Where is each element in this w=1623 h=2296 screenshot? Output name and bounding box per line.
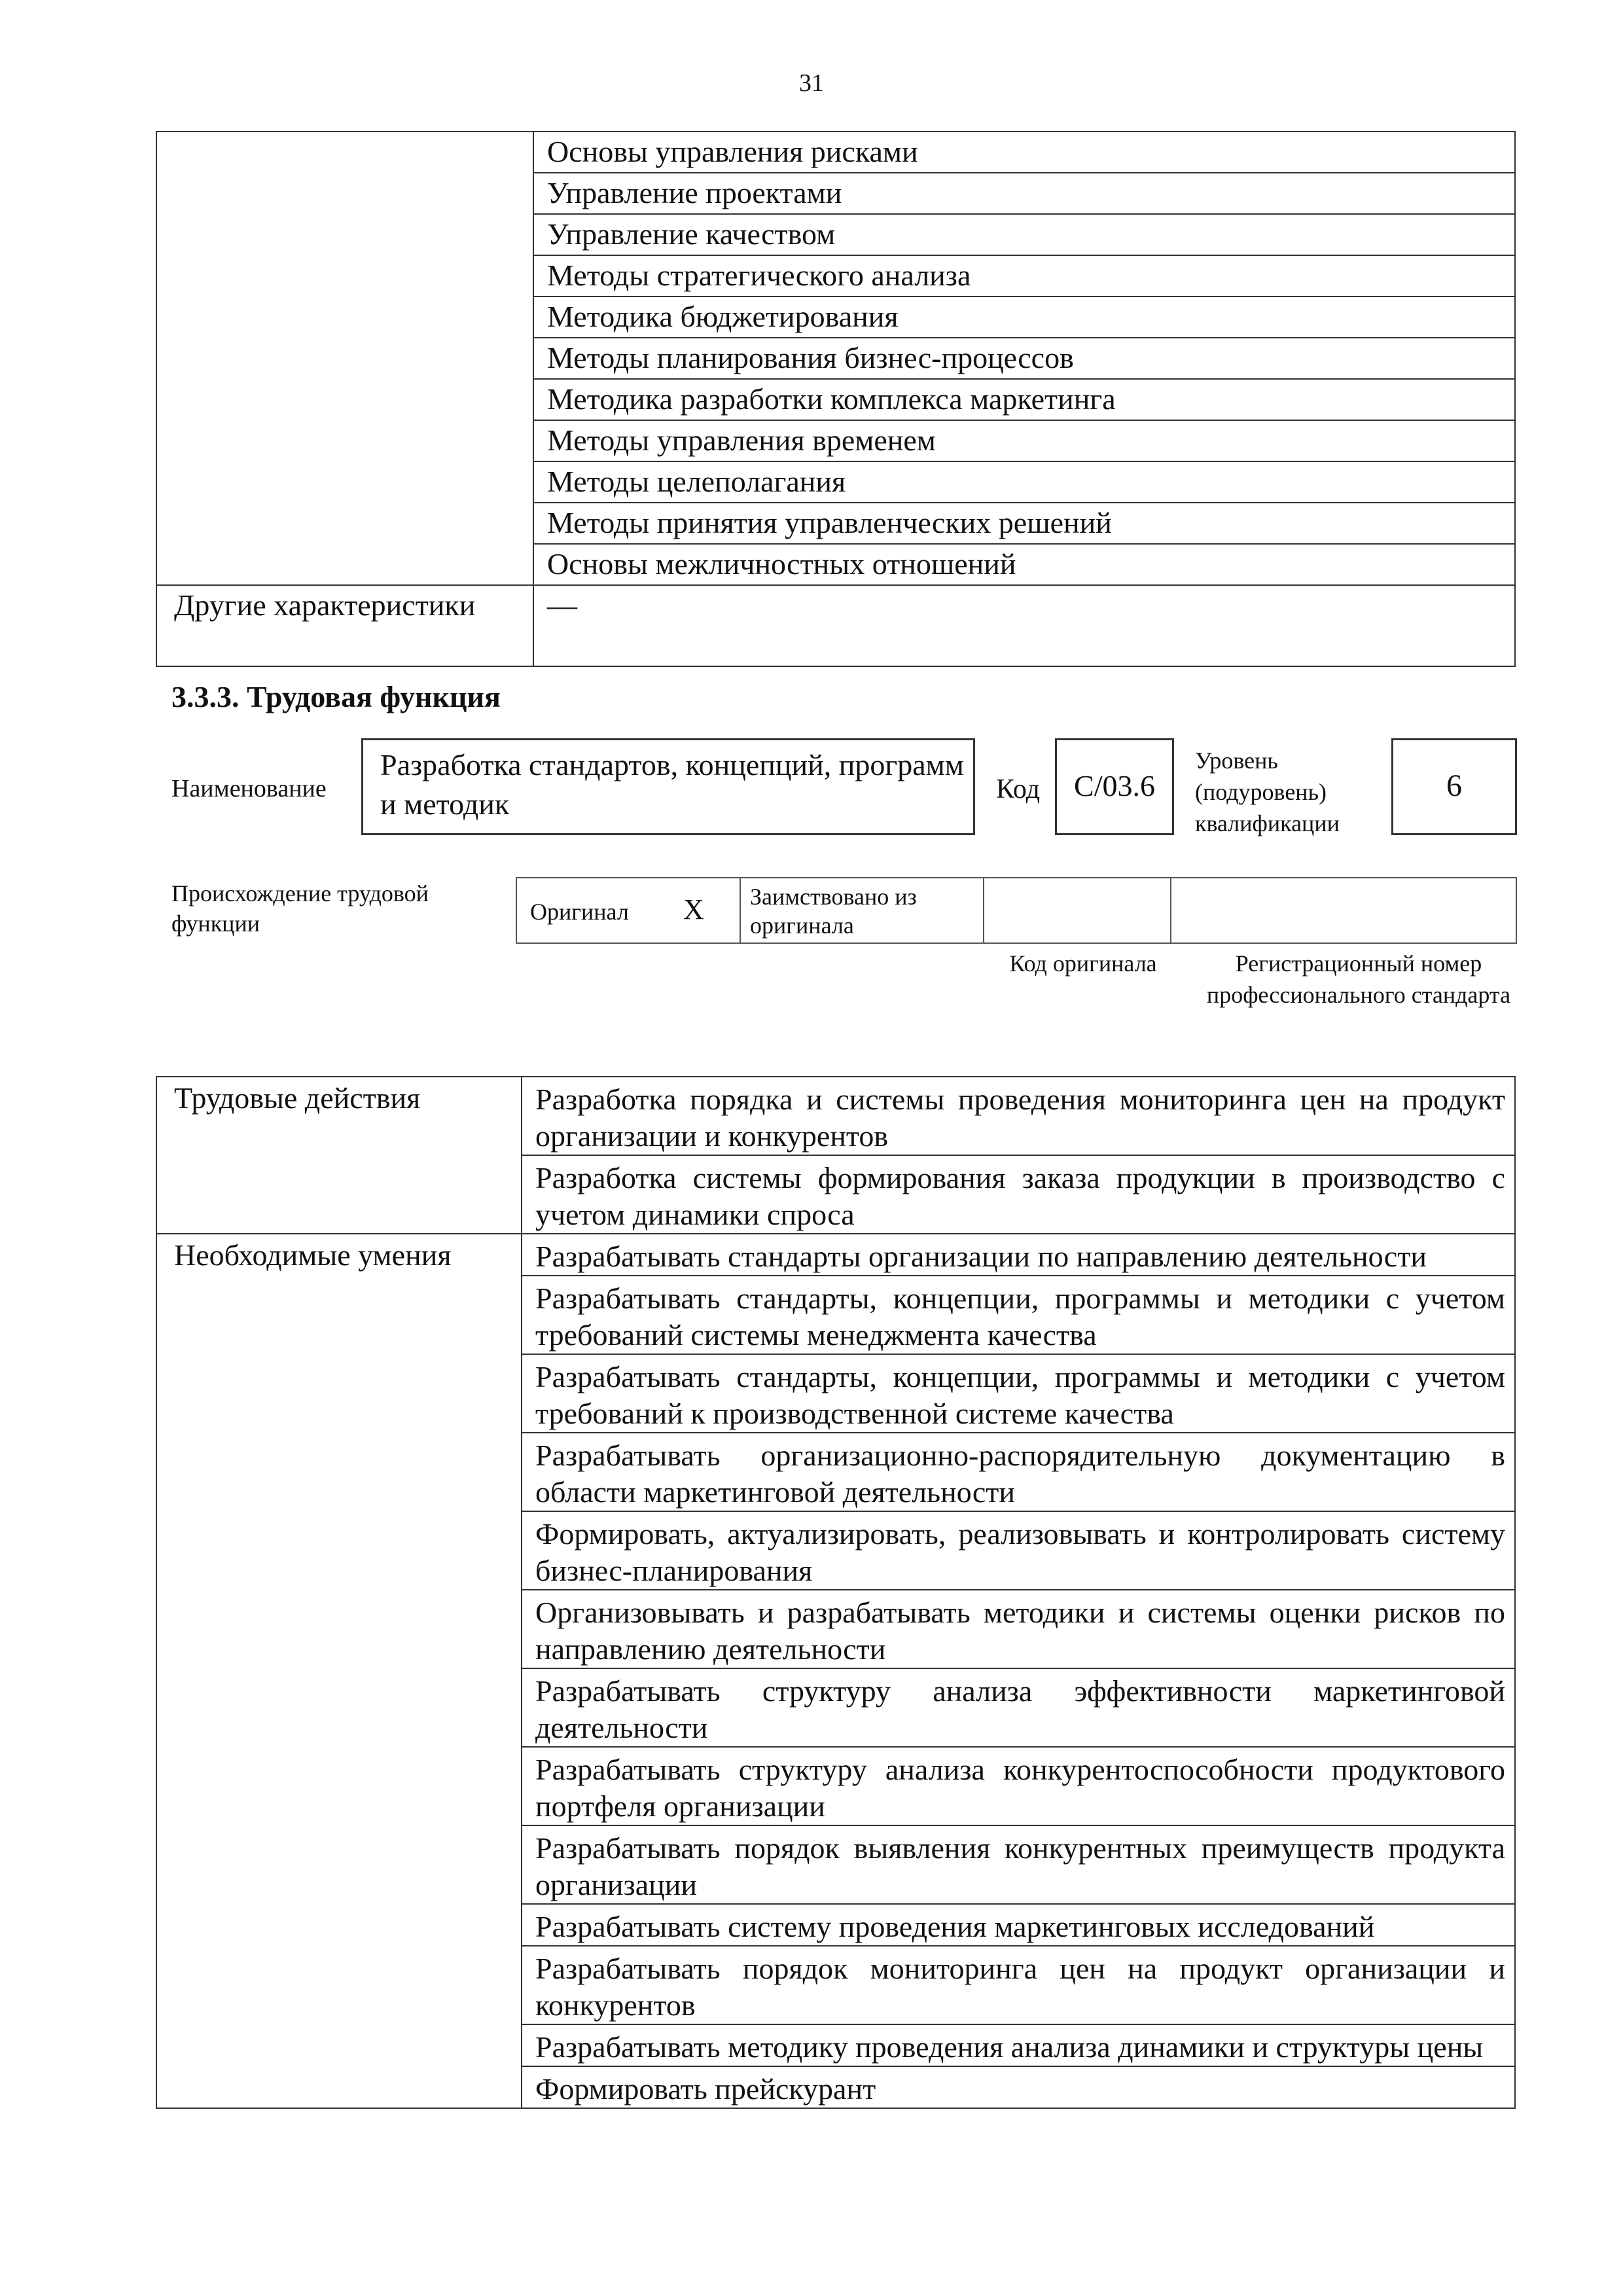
other-characteristics-label: Другие характеристики [156,585,533,666]
skill-item: Разрабатывать стандарты, концепции, программы и методики с учетом требований к производственной системе качества [522,1354,1515,1433]
knowledge-item: Управление качеством [533,214,1515,255]
labor-action-item: Разработка системы формирования заказа продукции в производство с учетом динамики спроса [522,1155,1515,1234]
skill-item: Разрабатывать порядок выявления конкурентных преимуществ продукта организации [522,1825,1515,1904]
skill-item: Разрабатывать организационно-распорядительную документацию в области маркетинговой деятельности [522,1433,1515,1511]
labor-function-table [156,1076,1516,2109]
page-number: 31 [799,69,824,97]
labor-actions-label: Трудовые действия [156,1077,522,1234]
skill-item: Организовывать и разрабатывать методики и системы оценки рисков по направлению деятельности [522,1590,1515,1668]
level-label: Уровень (подуровень) квалификации [1195,747,1340,836]
knowledge-item: Методы принятия управленческих решений [533,503,1515,544]
table-row [156,1077,1515,1155]
knowledge-item: Методы стратегического анализа [533,255,1515,296]
table-row [156,132,1515,173]
function-name-box: Разработка стандартов, концепций, программ и методик [361,738,975,835]
divider [1170,878,1171,944]
borrowed-label: Заимствовано из оригинала [750,884,917,939]
reg-number-caption: Регистрационный номер профессионального стандарта [1206,950,1511,1008]
skill-item: Формировать, актуализировать, реализовывать и контролировать систему бизнес-планирования [522,1511,1515,1590]
knowledge-table [156,131,1516,667]
knowledge-item: Методика разработки комплекса маркетинга [533,379,1515,420]
knowledge-item: Методы целеполагания [533,461,1515,503]
table-row [156,1234,1515,1276]
skill-item: Разрабатывать методику проведения анализа динамики и структуры цены [522,2024,1515,2066]
divider [740,878,741,944]
required-skills-label: Необходимые умения [156,1234,522,2108]
skill-item: Разрабатывать порядок мониторинга цен на продукт организации и конкурентов [522,1946,1515,2024]
section-heading: 3.3.3. Трудовая функция [171,680,501,713]
name-label: Наименование [171,775,327,802]
skill-item: Разрабатывать структуру анализа конкурентоспособности продуктового портфеля организации [522,1747,1515,1825]
other-characteristics-value: — [533,585,1515,666]
origin-box [516,877,1517,944]
code-value-box: C/03.6 [1055,738,1174,835]
knowledge-item: Основы межличностных отношений [533,544,1515,585]
skill-item: Разрабатывать стандарты, концепции, программы и методики с учетом требований системы менеджмента качества [522,1276,1515,1354]
skill-item: Разрабатывать стандарты организации по направлению деятельности [522,1234,1515,1276]
knowledge-item: Основы управления рисками [533,132,1515,173]
knowledge-item: Методы планирования бизнес-процессов [533,338,1515,379]
knowledge-item: Методы управления временем [533,420,1515,461]
table-row [156,585,1515,666]
skill-item: Формировать прейскурант [522,2066,1515,2108]
original-mark: X [683,893,704,925]
code-label: Код [996,774,1041,804]
knowledge-item: Методика бюджетирования [533,296,1515,338]
skill-item: Разрабатывать структуру анализа эффективности маркетинговой деятельности [522,1668,1515,1747]
labor-action-item: Разработка порядка и системы проведения мониторинга цен на продукт организации и конкурентов [522,1077,1515,1155]
origin-label: Происхождение трудовой функции [171,880,429,937]
code-original-caption: Код оригинала [1009,950,1157,977]
divider [983,878,984,944]
level-value-box: 6 [1391,738,1517,835]
skill-item: Разрабатывать систему проведения маркетинговых исследований [522,1904,1515,1946]
knowledge-item: Управление проектами [533,173,1515,214]
knowledge-label-cell [156,132,533,585]
original-label: Оригинал [530,899,629,925]
